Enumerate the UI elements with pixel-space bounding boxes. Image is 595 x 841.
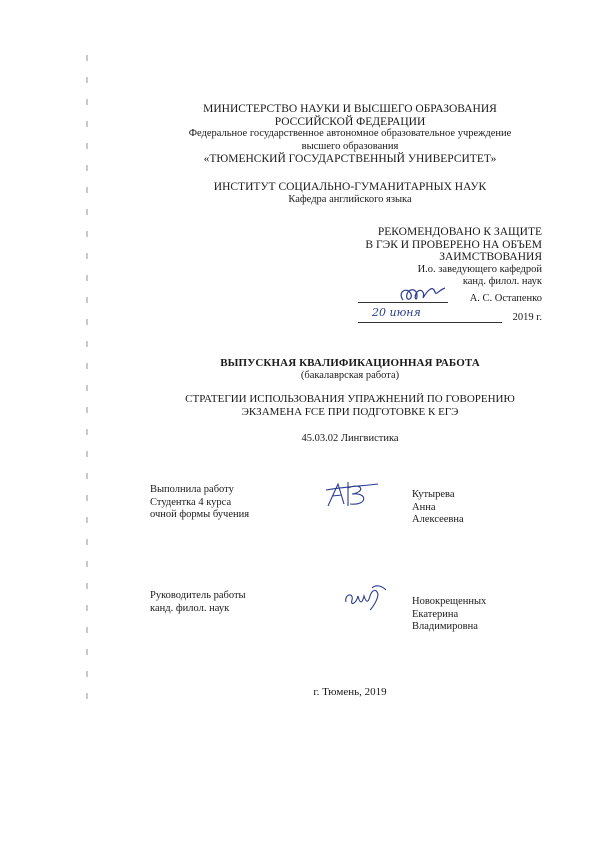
binding-holes	[86, 55, 88, 715]
city-year: г. Тюмень, 2019	[313, 686, 387, 698]
author-name	[412, 489, 464, 527]
institute-header	[150, 181, 550, 206]
work-title	[150, 357, 550, 382]
supervisor-label-1: Руководитель работы	[150, 590, 246, 601]
topic-line-2: ЭКЗАМЕНА FCE ПРИ ПОДГОТОВКЕ К ЕГЭ	[241, 405, 459, 418]
approval-line-2: В ГЭК И ПРОВЕРЕНО НА ОБЪЕМ	[365, 238, 542, 251]
supervisor-first-name: Екатерина	[412, 608, 459, 620]
work-subtype: (бакалаврская работа)	[300, 369, 400, 381]
ministry-header	[150, 103, 550, 166]
date-handwritten: 20 июня	[372, 306, 421, 319]
supervisor-surname: Новокрещенных	[412, 596, 487, 607]
work-topic	[140, 393, 560, 418]
topic-line-1: СТРАТЕГИИ ИСПОЛЬЗОВАНИЯ УПРАЖНЕНИЙ ПО ГОВОРЕНИЮ	[185, 393, 515, 405]
supervisor-label-2: канд. филол. наук	[150, 602, 230, 614]
approver-name: А. С. Остапенко	[469, 293, 542, 304]
author-surname: Кутырева	[412, 489, 455, 500]
author-first-name: Анна	[412, 501, 436, 513]
approval-block	[365, 226, 542, 289]
approver-signature	[395, 282, 455, 308]
agency-line-2: высшего образования	[301, 140, 399, 152]
author-label-3: очной формы бучения	[150, 509, 250, 520]
supervisor-signature	[342, 582, 390, 612]
approver-position: И.о. заведующего кафедрой	[417, 263, 542, 275]
department-name: Кафедра английского языка	[288, 193, 412, 205]
approval-year: 2019 г.	[512, 312, 542, 323]
approval-line-1: РЕКОМЕНДОВАНО К ЗАЩИТЕ	[377, 226, 542, 238]
agency-line-1: Федеральное государственное автономное образовательное учреждение	[188, 128, 512, 139]
approval-line-3: ЗАИМСТВОВАНИЯ	[439, 251, 542, 263]
author-label-2: Студентка 4 курса	[150, 496, 232, 508]
work-type: ВЫПУСКНАЯ КВАЛИФИКАЦИОННАЯ РАБОТА	[220, 357, 480, 369]
date-line	[358, 322, 502, 323]
supervisor-name	[412, 596, 486, 634]
ministry-line-2: РОССИЙСКОЙ ФЕДЕРАЦИИ	[274, 115, 426, 128]
author-signature	[322, 478, 382, 512]
ministry-line-1: МИНИСТЕРСТВО НАУКИ И ВЫСШЕГО ОБРАЗОВАНИЯ	[203, 103, 497, 115]
supervisor-labels	[150, 590, 246, 615]
institute-name: ИНСТИТУТ СОЦИАЛЬНО-ГУМАНИТАРНЫХ НАУК	[213, 181, 487, 193]
supervisor-patronymic: Владимировна	[412, 621, 478, 632]
specialty: 45.03.02 Лингвистика	[301, 433, 399, 444]
author-labels	[150, 484, 249, 522]
approver-degree: канд. филол. наук	[462, 276, 542, 287]
author-patronymic: Алексеевна	[412, 514, 464, 525]
university-name: «ТЮМЕНСКИЙ ГОСУДАРСТВЕННЫЙ УНИВЕРСИТЕТ»	[203, 153, 497, 165]
author-label-1: Выполнила работу	[150, 484, 234, 495]
